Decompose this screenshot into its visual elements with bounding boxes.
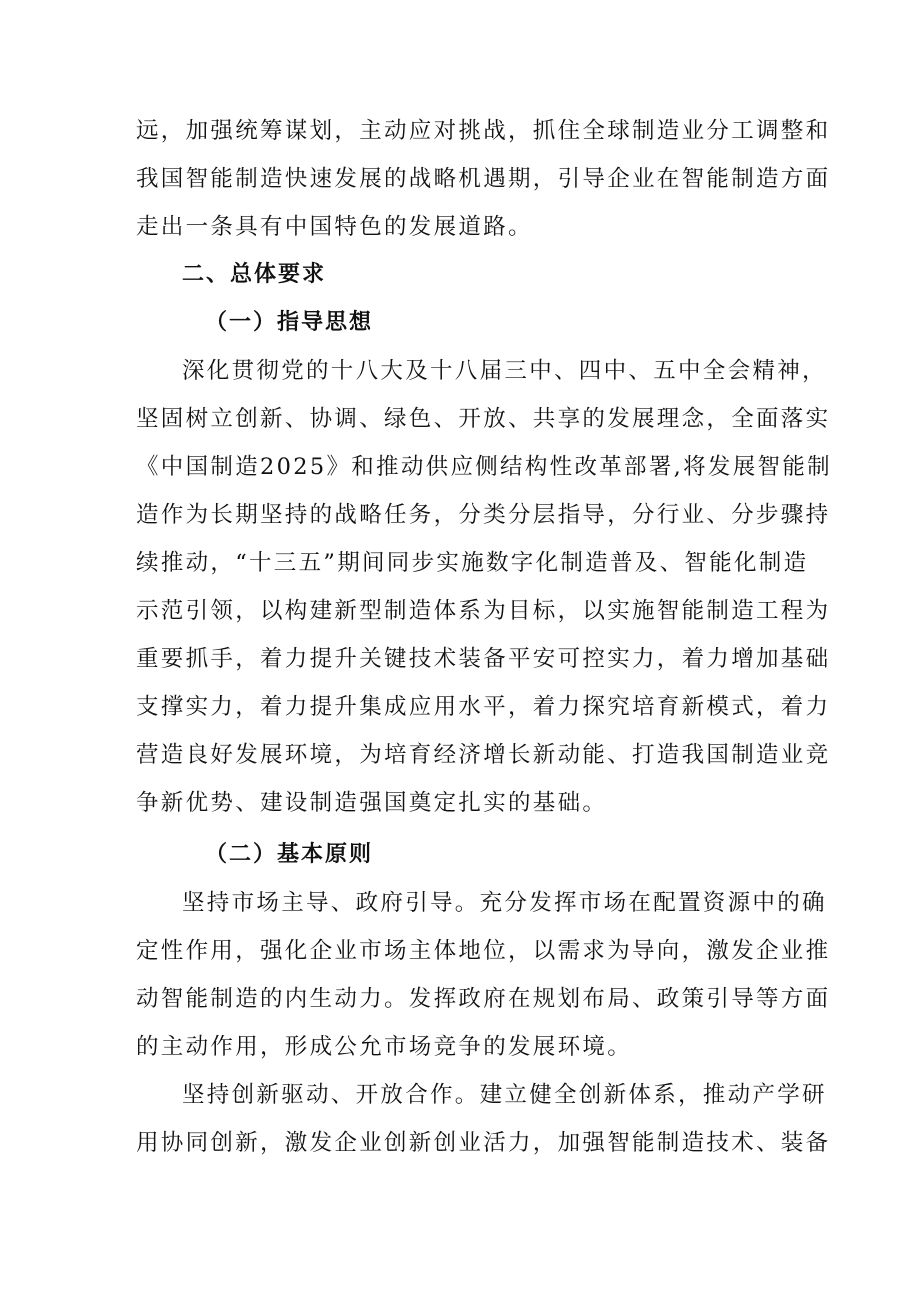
paragraph-line: 坚持市场主导、政府引导。充分发挥市场在配置资源中的确	[182, 890, 827, 916]
paragraph-line: 走出一条具有中国特色的发展道路。	[136, 214, 533, 240]
paragraph-line: 深化贯彻党的十八大及十八届三中、四中、五中全会精神，	[182, 358, 827, 384]
paragraph-line: 动智能制造的内生动力。发挥政府在规划布局、政策引导等方面	[136, 986, 831, 1012]
paragraph-line: 定性作用，强化企业市场主体地位，以需求为导向，激发企业推	[136, 938, 831, 964]
paragraph-line: 用协同创新，激发企业创新创业活力，加强智能制造技术、装备	[136, 1130, 831, 1156]
paragraph-line: 重要抓手，着力提升关键技术装备平安可控实力，着力增加基础	[136, 646, 831, 672]
subsection-heading: （一）指导思想	[205, 310, 374, 335]
paragraph-line: 的主动作用，形成公允市场竞争的发展环境。	[136, 1034, 633, 1060]
paragraph-line: 远，加强统筹谋划，主动应对挑战，抓住全球制造业分工调整和	[136, 118, 831, 144]
paragraph-line: 争新优势、建设制造强国奠定扎实的基础。	[136, 790, 608, 816]
paragraph-line: 营造良好发展环境，为培育经济增长新动能、打造我国制造业竞	[136, 742, 831, 768]
paragraph-line: 支撑实力，着力提升集成应用水平，着力探究培育新模式，着力	[136, 694, 831, 720]
subsection-heading: （二）基本原则	[205, 842, 374, 867]
paragraph-line: 示范引领，以构建新型制造体系为目标，以实施智能制造工程为	[136, 598, 831, 624]
section-heading: 二、总体要求	[182, 262, 327, 287]
paragraph-line: 坚固树立创新、协调、绿色、开放、共享的发展理念，全面落实	[136, 406, 831, 432]
paragraph-line: 坚持创新驱动、开放合作。建立健全创新体系，推动产学研	[182, 1082, 827, 1108]
paragraph-line: 续推动，“十三五”期间同步实施数字化制造普及、智能化制造	[136, 550, 809, 576]
paragraph-line: 《中国制造2025》和推动供应侧结构性改革部署,将发展智能制	[136, 454, 832, 480]
paragraph-line: 我国智能制造快速发展的战略机遇期，引导企业在智能制造方面	[136, 166, 831, 192]
paragraph-line: 造作为长期坚持的战略任务，分类分层指导，分行业、分步骤持	[136, 502, 831, 528]
